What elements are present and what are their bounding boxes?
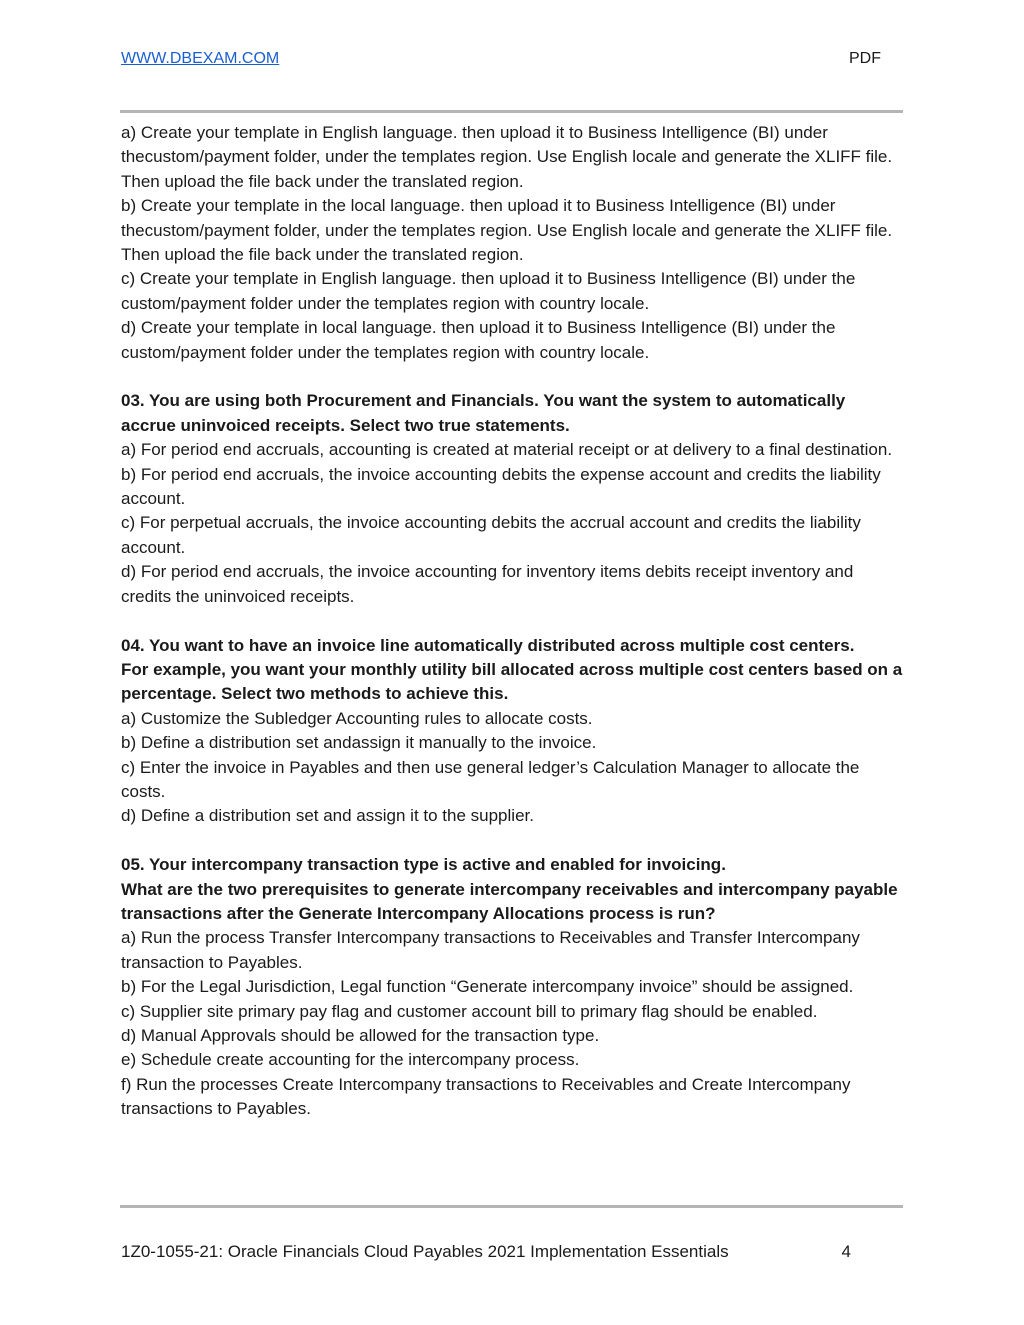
option-b: b) Define a distribution set andassign it manually to the invoice.	[121, 733, 597, 753]
option-c: c) Create your template in English language. then upload it to Business Intelligence (BI) under the custom/payment folder under the templates region with country locale.	[121, 269, 856, 313]
footer-divider	[120, 1205, 903, 1208]
option-c: c) Enter the invoice in Payables and then use general ledger’s Calculation Manager to allocate the costs.	[121, 757, 860, 801]
question-04	[121, 634, 903, 829]
option-d: d) Define a distribution set and assign it to the supplier.	[121, 806, 534, 826]
option-f: f) Run the processes Create Intercompany transactions to Receivables and Create Intercompany transactions to Payables.	[121, 1074, 851, 1119]
exam-title: 1Z0-1055-21: Oracle Financials Cloud Payables 2021 Implementation Essentials	[121, 1242, 729, 1261]
question-stem: 05. Your intercompany transaction type is active and enabled for invoicing.	[121, 855, 726, 875]
option-d: d) For period end accruals, the invoice accounting for inventory items debits receipt inventory and credits the uninvoiced receipts.	[121, 562, 854, 606]
option-d: d) Create your template in local language. then upload it to Business Intelligence (BI) under the custom/payment folder under the templates region with country locale.	[121, 318, 836, 362]
option-d: d) Manual Approvals should be allowed for the transaction type.	[121, 1025, 600, 1045]
option-a: a) Run the process Transfer Intercompany transactions to Receivables and Transfer Intercompany transaction to Payables.	[121, 928, 860, 972]
question-05	[121, 853, 903, 1121]
question-stem: 03. You are using both Procurement and Financials. You want the system to automatically accrue uninvoiced receipts. Select two true statements.	[121, 391, 846, 435]
option-b: b) For period end accruals, the invoice accounting debits the expense account and credits the liability account.	[121, 464, 881, 509]
format-label: PDF	[849, 50, 881, 67]
question-03	[121, 389, 903, 609]
option-b: b) For the Legal Jurisdiction, Legal function “Generate intercompany invoice” should be assigned.	[121, 977, 854, 997]
option-c: c) For perpetual accruals, the invoice accounting debits the accrual account and credits the liability account.	[121, 513, 861, 557]
page-number: 4	[841, 1242, 851, 1261]
header-divider	[120, 110, 903, 113]
option-b: b) Create your template in the local language. then upload it to Business Intelligence (BI) under thecustom/payment folder, under the templates region. Use English locale and generate the XLIFF file. Then upload the file back under the translated region.	[121, 196, 893, 265]
option-a: a) For period end accruals, accounting is created at material receipt or at delivery to a final destination.	[121, 440, 893, 460]
question-stem-example: For example, you want your monthly utility bill allocated across multiple cost centers based on a percentage. Select two methods to achieve this.	[121, 659, 903, 704]
option-a: a) Create your template in English language. then upload it to Business Intelligence (BI) under thecustom/payment folder, under the templates region. Use English locale and generate the XLIFF file. Then upload the file back under the translated region.	[121, 123, 893, 191]
continued-options	[121, 121, 903, 365]
option-c: c) Supplier site primary pay flag and customer account bill to primary flag should be enabled.	[121, 1001, 818, 1021]
option-e: e) Schedule create accounting for the intercompany process.	[121, 1050, 580, 1070]
option-a: a) Customize the Subledger Accounting rules to allocate costs.	[121, 708, 593, 728]
document-body	[121, 121, 903, 1122]
site-link[interactable]: WWW.DBEXAM.COM	[121, 50, 280, 67]
question-stem-detail: What are the two prerequisites to generate intercompany receivables and intercompany payable transactions after the Generate Intercompany Allocations process is run?	[121, 879, 898, 923]
question-stem: 04. You want to have an invoice line automatically distributed across multiple cost centers.	[121, 635, 855, 655]
